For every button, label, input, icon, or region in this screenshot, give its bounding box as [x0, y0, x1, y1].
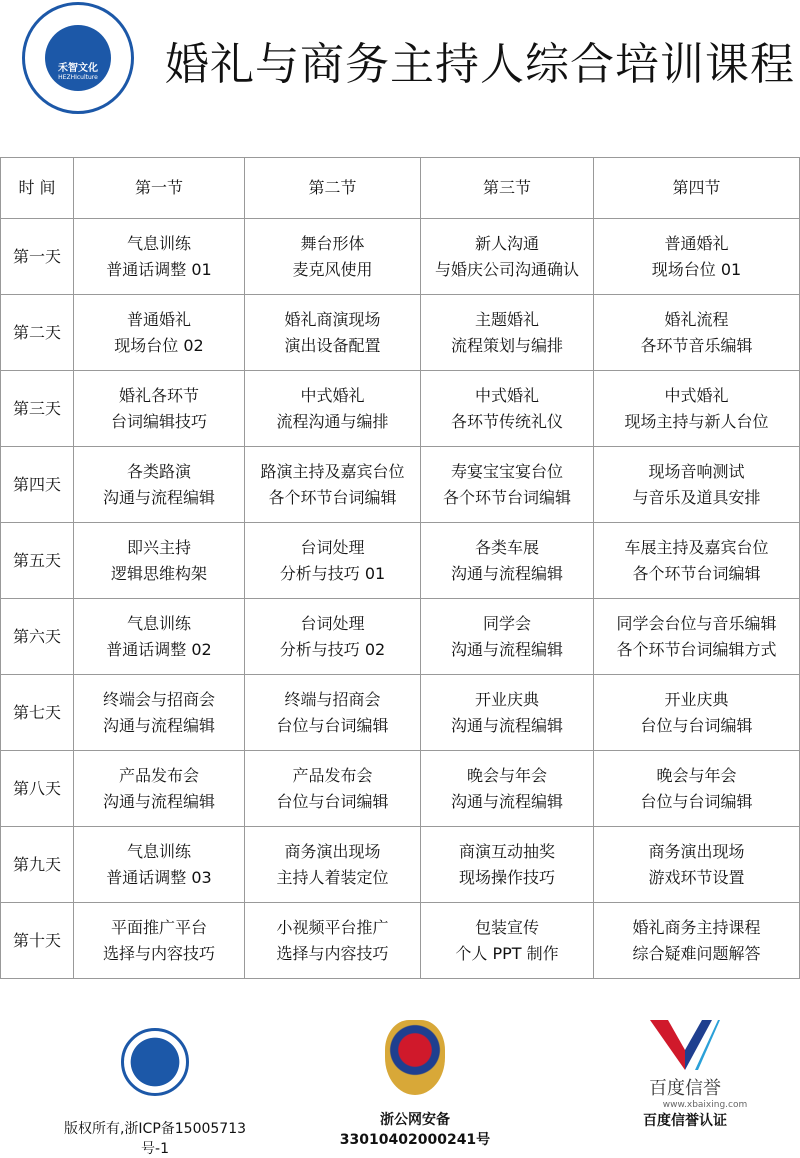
session-line: 沟通与流程编辑: [450, 639, 563, 659]
session-cell: [594, 219, 800, 295]
session-cell: [245, 827, 421, 903]
session-line: 商务演出现场: [284, 841, 381, 861]
session-cell: [74, 827, 245, 903]
session-cell: [594, 903, 800, 979]
session-line: 流程策划与编排: [450, 335, 563, 355]
session-line: 婚礼商演现场: [284, 309, 381, 329]
session-cell: [74, 675, 245, 751]
session-line: 个人 PPT 制作: [455, 943, 559, 963]
session-cell: [245, 523, 421, 599]
session-cell: [74, 751, 245, 827]
session-line: 气息训练: [126, 233, 191, 253]
session-cell: [421, 599, 594, 675]
watermark: www.xbaixing.com: [662, 1100, 748, 1110]
session-line: 选择与内容技巧: [276, 943, 389, 963]
session-cell: [245, 903, 421, 979]
session-line: 气息训练: [126, 841, 191, 861]
session-line: 各环节传统礼仪: [450, 411, 563, 431]
session-cell: [594, 751, 800, 827]
session-cell: [74, 371, 245, 447]
session-line: 产品发布会: [292, 765, 373, 785]
table-row: [1, 675, 800, 751]
session-cell: [74, 599, 245, 675]
session-cell: [421, 903, 594, 979]
baidu-v-logo-icon: [650, 1020, 720, 1070]
session-line: 小视频平台推广: [276, 917, 389, 937]
session-cell: [74, 447, 245, 523]
session-line: 各个环节台词编辑: [442, 487, 571, 507]
session-line: 包装宣传: [474, 917, 539, 937]
baidu-logo-text: 百度信誉: [649, 1078, 721, 1099]
column-header: 第四节: [594, 158, 800, 219]
session-line: 婚礼流程: [664, 309, 729, 329]
session-cell: [245, 219, 421, 295]
session-line: 现场台位 01: [651, 259, 742, 279]
day-cell: 第九天: [1, 827, 74, 903]
footer-baidu: [620, 1020, 750, 1130]
session-cell: [245, 751, 421, 827]
session-line: 台位与台词编辑: [276, 791, 389, 811]
session-cell: [245, 371, 421, 447]
schedule-table: [0, 157, 800, 979]
session-line: 中式婚礼: [474, 385, 539, 405]
session-line: 晚会与年会: [656, 765, 737, 785]
session-line: 演出设备配置: [284, 335, 381, 355]
page-title: 婚礼与商务主持人综合培训课程: [165, 39, 795, 90]
session-cell: [74, 219, 245, 295]
session-cell: [245, 295, 421, 371]
session-line: 逻辑思维构架: [110, 563, 207, 583]
session-line: 终端会与招商会: [102, 689, 215, 709]
table-row: [1, 295, 800, 371]
column-header: 时 间: [1, 158, 74, 219]
session-line: 商务演出现场: [648, 841, 745, 861]
session-line: 主题婚礼: [474, 309, 539, 329]
session-line: 寿宴宝宝宴台位: [450, 461, 563, 481]
session-line: 台位与台词编辑: [640, 791, 753, 811]
session-cell: [245, 447, 421, 523]
session-cell: [245, 675, 421, 751]
session-line: 产品发布会: [118, 765, 199, 785]
session-line: 台词处理: [300, 537, 365, 557]
company-logo-small: [121, 1028, 189, 1096]
session-line: 现场操作技巧: [458, 867, 555, 887]
table-row: [1, 523, 800, 599]
session-line: 各类车展: [474, 537, 539, 557]
day-cell: 第八天: [1, 751, 74, 827]
session-cell: [74, 295, 245, 371]
session-line: 商演互动抽奖: [458, 841, 555, 861]
session-cell: [594, 675, 800, 751]
footer-police: [315, 1020, 515, 1149]
session-line: 新人沟通: [474, 233, 539, 253]
session-line: 各个环节台词编辑方式: [616, 639, 777, 659]
session-line: 婚礼商务主持课程: [632, 917, 761, 937]
session-line: 麦克风使用: [292, 259, 373, 279]
session-line: 台位与台词编辑: [276, 715, 389, 735]
session-line: 综合疑难问题解答: [632, 943, 761, 963]
column-header: 第三节: [421, 158, 594, 219]
session-line: 分析与技巧 01: [279, 563, 386, 583]
day-cell: 第三天: [1, 371, 74, 447]
logo-sub: HEZHIculture: [58, 74, 98, 81]
session-cell: [421, 295, 594, 371]
session-line: 婚礼各环节: [118, 385, 199, 405]
session-line: 现场主持与新人台位: [624, 411, 769, 431]
session-line: 各个环节台词编辑: [268, 487, 397, 507]
police-text: 浙公网安备 33010402000241号: [339, 1112, 491, 1148]
icp-text: 版权所有,浙ICP备15005713号-1: [63, 1121, 247, 1157]
session-line: 各环节音乐编辑: [640, 335, 753, 355]
table-row: [1, 903, 800, 979]
session-line: 沟通与流程编辑: [102, 791, 215, 811]
session-line: 路演主持及嘉宾台位: [260, 461, 405, 481]
session-cell: [245, 599, 421, 675]
session-line: 开业庆典: [474, 689, 539, 709]
session-cell: [594, 371, 800, 447]
session-line: 现场台位 02: [114, 335, 204, 355]
session-cell: [421, 219, 594, 295]
session-line: 与婚庆公司沟通确认: [434, 259, 579, 279]
logo-text: 禾智文化: [58, 63, 98, 74]
day-cell: 第五天: [1, 523, 74, 599]
session-cell: [421, 675, 594, 751]
column-header: 第二节: [245, 158, 421, 219]
session-cell: [421, 447, 594, 523]
session-cell: [421, 523, 594, 599]
day-cell: 第一天: [1, 219, 74, 295]
session-line: 同学会: [482, 613, 531, 633]
session-line: 舞台形体: [300, 233, 365, 253]
table-row: [1, 827, 800, 903]
day-cell: 第十天: [1, 903, 74, 979]
session-line: 沟通与流程编辑: [450, 791, 563, 811]
day-cell: 第七天: [1, 675, 74, 751]
session-cell: [421, 751, 594, 827]
session-cell: [74, 523, 245, 599]
session-line: 现场音响测试: [648, 461, 745, 481]
session-line: 终端与招商会: [284, 689, 381, 709]
session-line: 平面推广平台: [110, 917, 207, 937]
session-line: 台词编辑技巧: [110, 411, 207, 431]
session-cell: [74, 903, 245, 979]
session-line: 游戏环节设置: [648, 867, 745, 887]
table-row: [1, 599, 800, 675]
session-line: 主持人着装定位: [276, 867, 389, 887]
session-line: 普通话调整 01: [106, 259, 212, 279]
session-line: 车展主持及嘉宾台位: [624, 537, 769, 557]
session-line: 台词处理: [300, 613, 365, 633]
session-line: 普通话调整 02: [106, 639, 212, 659]
table-row: [1, 751, 800, 827]
table-row: [1, 447, 800, 523]
session-line: 与音乐及道具安排: [632, 487, 761, 507]
session-line: 各类路演: [126, 461, 191, 481]
session-line: 中式婚礼: [664, 385, 729, 405]
session-line: 选择与内容技巧: [102, 943, 215, 963]
session-cell: [594, 827, 800, 903]
company-logo: [22, 2, 134, 114]
session-line: 普通婚礼: [126, 309, 191, 329]
session-line: 沟通与流程编辑: [450, 563, 563, 583]
session-line: 沟通与流程编辑: [102, 487, 215, 507]
day-cell: 第四天: [1, 447, 74, 523]
session-line: 流程沟通与编排: [276, 411, 389, 431]
session-line: 中式婚礼: [300, 385, 365, 405]
session-line: 分析与技巧 02: [279, 639, 386, 659]
session-line: 开业庆典: [664, 689, 729, 709]
session-cell: [421, 827, 594, 903]
session-line: 晚会与年会: [466, 765, 547, 785]
session-line: 普通话调整 03: [106, 867, 212, 887]
session-cell: [594, 447, 800, 523]
session-line: 台位与台词编辑: [640, 715, 753, 735]
session-line: 各个环节台词编辑: [632, 563, 761, 583]
column-header: 第一节: [74, 158, 245, 219]
session-cell: [421, 371, 594, 447]
table-row: [1, 371, 800, 447]
police-emblem-icon: [385, 1020, 445, 1095]
session-cell: [594, 295, 800, 371]
session-cell: [594, 523, 800, 599]
session-line: 同学会台位与音乐编辑: [616, 613, 777, 633]
day-cell: 第二天: [1, 295, 74, 371]
session-line: 沟通与流程编辑: [450, 715, 563, 735]
session-cell: [594, 599, 800, 675]
session-line: 气息训练: [126, 613, 191, 633]
footer-icp: [55, 1020, 255, 1158]
baidu-text: 百度信誉认证: [643, 1113, 727, 1129]
day-cell: 第六天: [1, 599, 74, 675]
table-row: [1, 219, 800, 295]
session-line: 沟通与流程编辑: [102, 715, 215, 735]
session-line: 即兴主持: [126, 537, 191, 557]
session-line: 普通婚礼: [664, 233, 729, 253]
